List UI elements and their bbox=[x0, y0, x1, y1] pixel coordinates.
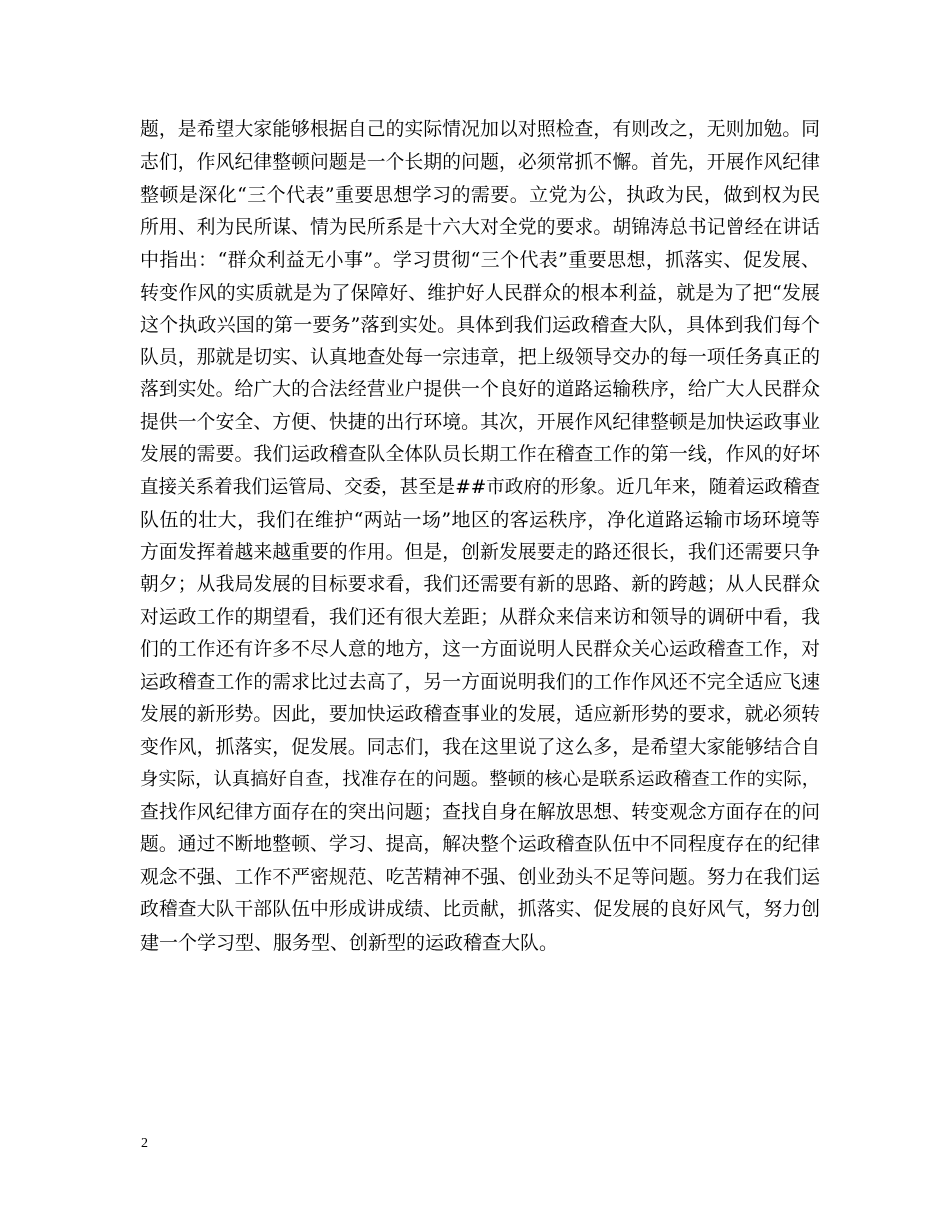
text-line: 变作风，抓落实，促发展。同志们，我在这里说了这么多，是希望大家能够结合自 bbox=[140, 736, 820, 758]
text-line: 题。通过不断地整顿、学习、提高，解决整个运政稽查队伍中不同程度存在的纪律 bbox=[140, 834, 820, 855]
text-line: 方面发挥着越来越重要的作用。但是，创新发展要走的路还很长，我们还需要只争 bbox=[140, 541, 820, 563]
text-line: 政稽查大队干部队伍中形成讲成绩、比贡献，抓落实、促发展的良好风气，努力创 bbox=[140, 899, 820, 920]
text-line: 志们，作风纪律整顿问题是一个长期的问题，必须常抓不懈。首先，开展作风纪律 bbox=[140, 151, 820, 173]
text-line: 们的工作还有许多不尽人意的地方，这一方面说明人民群众关心运政稽查工作，对 bbox=[140, 639, 820, 660]
text-line: 落到实处。给广大的合法经营业户提供一个良好的道路运输秩序，给广大人民群众 bbox=[140, 379, 820, 400]
text-line: 直接关系着我们运管局、交委，甚至是##市政府的形象。近几年来，随着运政稽查 bbox=[140, 476, 820, 498]
text-line: 观念不强、工作不严密规范、吃苦精神不强、创业劲头不足等问题。努力在我们运 bbox=[140, 866, 820, 888]
text-line: 身实际，认真搞好自查，找准存在的问题。整顿的核心是联系运政稽查工作的实际， bbox=[140, 769, 820, 790]
text-line: 发展的新形势。因此，要加快运政稽查事业的发展，适应新形势的要求，就必须转 bbox=[140, 704, 820, 725]
body-text bbox=[140, 114, 820, 959]
text-line: 中指出：“群众利益无小事”。学习贯彻“三个代表”重要思想，抓落实、促发展、 bbox=[140, 249, 820, 271]
text-line: 题，是希望大家能够根据自己的实际情况加以对照检查，有则改之，无则加勉。同 bbox=[140, 119, 820, 140]
text-line: 队员，那就是切实、认真地查处每一宗违章，把上级领导交办的每一项任务真正的 bbox=[140, 346, 820, 368]
text-line: 建一个学习型、服务型、创新型的运政稽查大队。 bbox=[140, 931, 559, 954]
text-line: 提供一个安全、方便、快捷的出行环境。其次，开展作风纪律整顿是加快运政事业 bbox=[140, 411, 820, 433]
text-line: 查找作风纪律方面存在的突出问题；查找自身在解放思想、转变观念方面存在的问 bbox=[140, 801, 820, 823]
text-line: 对运政工作的期望看，我们还有很大差距；从群众来信来访和领导的调研中看，我 bbox=[140, 606, 820, 628]
text-line: 发展的需要。我们运政稽查队全体队员长期工作在稽查工作的第一线，作风的好坏 bbox=[140, 444, 820, 465]
text-line: 运政稽查工作的需求比过去高了，另一方面说明我们的工作作风还不完全适应飞速 bbox=[140, 671, 820, 693]
page-number: 2 bbox=[141, 1136, 148, 1151]
text-line: 所用、利为民所谋、情为民所系是十六大对全党的要求。胡锦涛总书记曾经在讲话 bbox=[140, 216, 820, 238]
text-line: 转变作风的实质就是为了保障好、维护好人民群众的根本利益，就是为了把“发展 bbox=[140, 281, 820, 304]
text-line: 队伍的壮大，我们在维护“两站一场”地区的客运秩序，净化道路运输市场环境等 bbox=[140, 509, 820, 531]
text-line: 这个执政兴国的第一要务”落到实处。具体到我们运政稽查大队，具体到我们每个 bbox=[140, 314, 820, 336]
text-line: 朝夕；从我局发展的目标要求看，我们还需要有新的思路、新的跨越；从人民群众 bbox=[140, 574, 820, 595]
text-line: 整顿是深化“三个代表”重要思想学习的需要。立党为公，执政为民，做到权为民 bbox=[140, 184, 820, 206]
